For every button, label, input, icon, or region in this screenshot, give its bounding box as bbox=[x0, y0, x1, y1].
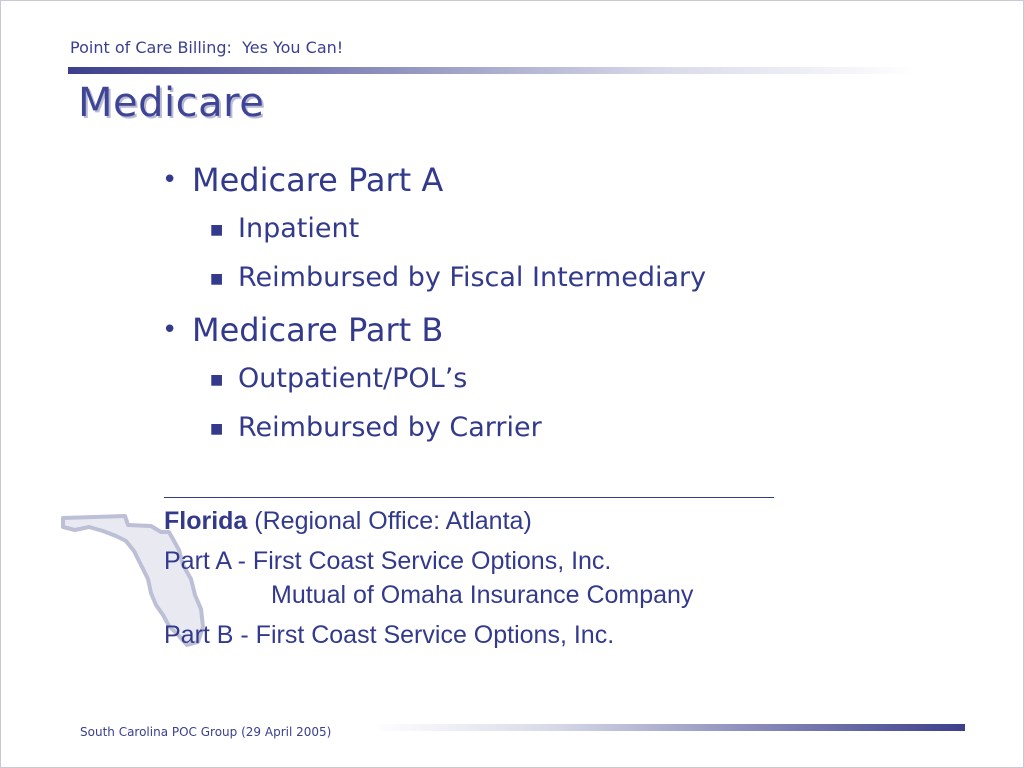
square-bullet-icon: ■ bbox=[210, 372, 224, 388]
part-b-line: Part B - First Coast Service Options, Inc. bbox=[164, 621, 615, 649]
bullet-part-b bbox=[160, 310, 860, 350]
part-a-line-2: Mutual of Omaha Insurance Company bbox=[271, 581, 694, 609]
state-name: Florida bbox=[164, 507, 248, 535]
sub-bullet-label: Reimbursed by Carrier bbox=[238, 412, 542, 443]
header-title: Point of Care Billing: Yes You Can! bbox=[70, 38, 344, 57]
part-a-line: Part A - First Coast Service Options, Inc. bbox=[164, 547, 612, 575]
bullet-part-a bbox=[160, 160, 860, 200]
bullet-dot-icon: • bbox=[162, 315, 178, 345]
sub-bullet-inpatient bbox=[160, 212, 860, 246]
sub-bullet-label: Inpatient bbox=[238, 213, 360, 244]
sub-bullet-carrier bbox=[160, 411, 860, 445]
regional-office: (Regional Office: Atlanta) bbox=[254, 507, 532, 535]
square-bullet-icon: ■ bbox=[210, 222, 224, 238]
sub-bullet-outpatient bbox=[160, 362, 860, 396]
bullet-label: Medicare Part B bbox=[192, 311, 444, 349]
sub-bullet-fiscal-intermediary bbox=[160, 261, 860, 295]
square-bullet-icon: ■ bbox=[210, 421, 224, 437]
sub-bullet-label: Reimbursed by Fiscal Intermediary bbox=[238, 262, 707, 293]
footer-accent-bar bbox=[372, 724, 965, 731]
bullet-dot-icon: • bbox=[162, 165, 178, 195]
square-bullet-icon: ■ bbox=[210, 271, 224, 287]
florida-heading bbox=[164, 504, 693, 538]
florida-info bbox=[164, 504, 693, 652]
bullet-list bbox=[160, 160, 860, 460]
bullet-label: Medicare Part A bbox=[192, 161, 444, 199]
sub-bullet-label: Outpatient/POL’s bbox=[238, 363, 468, 394]
header-accent-bar bbox=[68, 67, 918, 74]
footer-text: South Carolina POC Group (29 April 2005) bbox=[80, 725, 332, 739]
section-divider bbox=[164, 497, 774, 498]
slide-title: Medicare bbox=[78, 80, 265, 126]
